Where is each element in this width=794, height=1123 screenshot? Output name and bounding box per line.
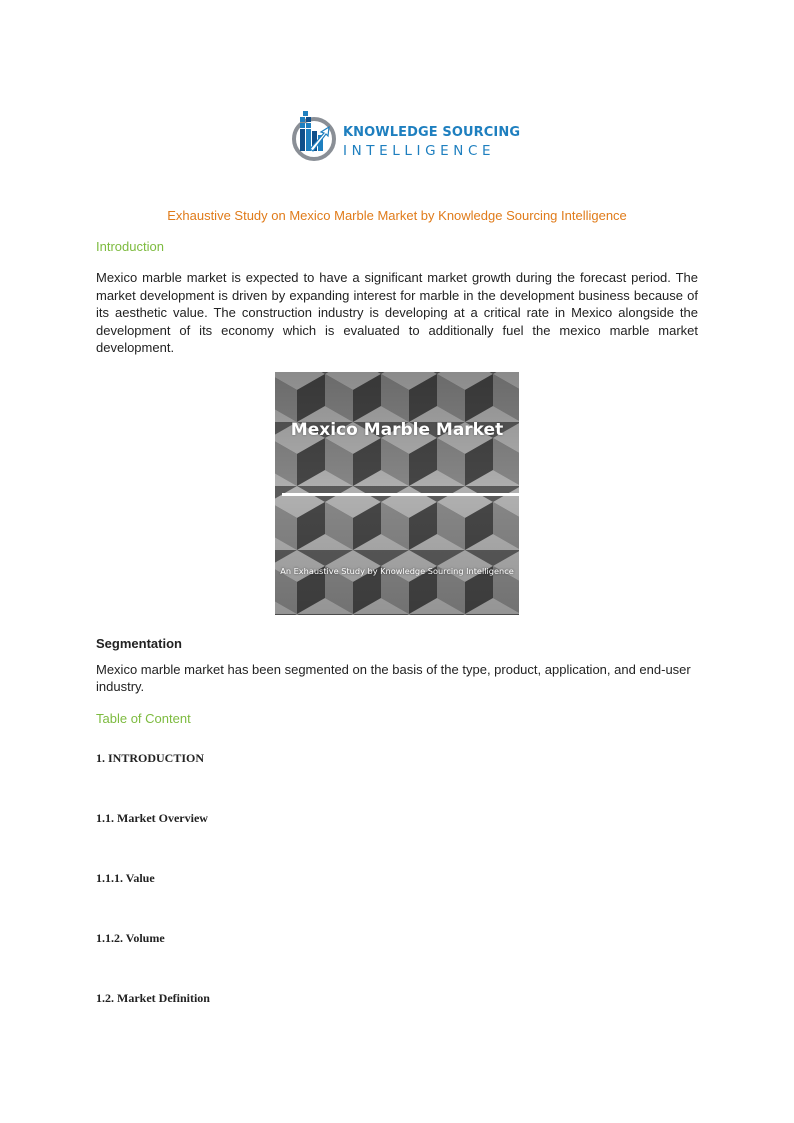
banner-divider [282,493,519,496]
segmentation-heading: Segmentation [96,636,182,651]
document-title: Exhaustive Study on Mexico Marble Market by Knowledge Sourcing Intelligence [167,208,627,223]
market-banner-image [275,372,519,615]
introduction-paragraph: Mexico marble market is expected to have a significant market growth during the forecast period. The market development is driven by expanding interest for marble in the development business because of its aesthetic value. The construction industry is developing at a critical rate in Mexico alongside the development of its economy which is evaluated to additionally fuel the mexico marble market development. [96,270,698,355]
toc-item: 1.1.2. Volume [96,931,165,945]
segmentation-paragraph: Mexico marble market has been segmented on the basis of the type, product, application, and end-user industry. [96,662,691,694]
toc-heading: Table of Content [96,711,191,726]
toc-item: 1. INTRODUCTION [96,751,205,765]
logo-text-line2: INTELLIGENCE [343,143,496,159]
logo-emblem-icon [290,105,342,167]
toc-item: 1.1.1. Value [96,871,155,885]
introduction-heading: Introduction [96,239,164,254]
company-logo [290,105,521,167]
toc-item: 1.1. Market Overview [96,811,208,825]
banner-title: Mexico Marble Market [290,420,504,440]
banner-subtitle: An Exhaustive Study by Knowledge Sourcing Intelligence [280,566,514,576]
toc-item: 1.2. Market Definition [96,991,210,1005]
logo-text-line1: KNOWLEDGE SOURCING [343,125,521,140]
